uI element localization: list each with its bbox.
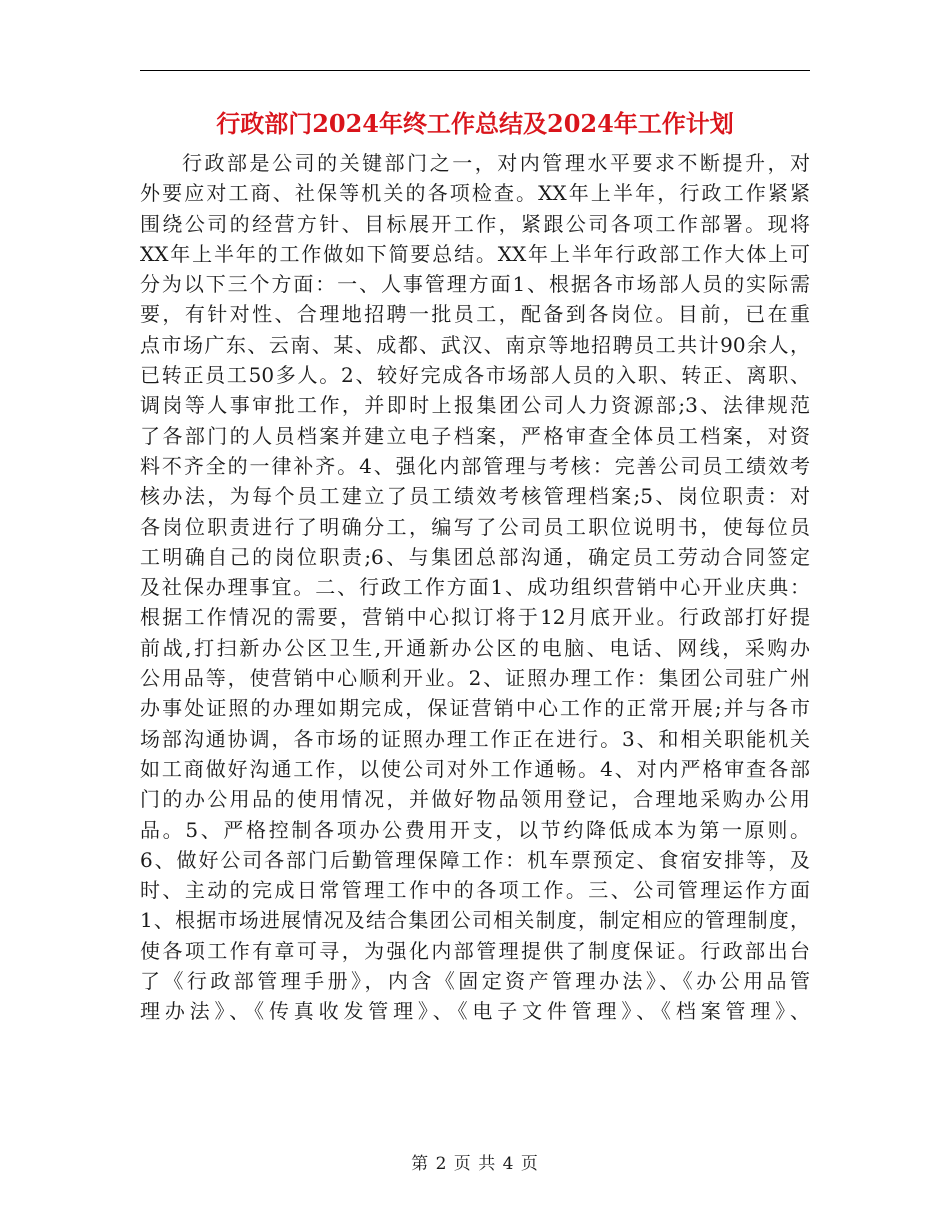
paragraph-line: 料不齐全的一律补齐。4、强化内部管理与考核：完善公司员工绩效考 xyxy=(140,453,810,478)
paragraph-line: 公用品等，使营销中心顺利开业。2、证照办理工作：集团公司驻广州 xyxy=(140,666,810,691)
paragraph-line: 理办法》、《传真收发管理》、《电子文件管理》、《档案管理》、 xyxy=(140,999,810,1024)
document-title: 行政部门2024年终工作总结及2024年工作计划 xyxy=(216,109,734,138)
paragraph-line: 使各项工作有章可寻，为强化内部管理提供了制度保证。行政部出台 xyxy=(140,938,810,963)
paragraph-line: XX年上半年的工作做如下简要总结。XX年上半年行政部工作大体上可 xyxy=(140,241,810,266)
paragraph-line: 点市场广东、云南、某、成都、武汉、南京等地招聘员工共计90余人， xyxy=(140,332,810,357)
paragraph-line: 如工商做好沟通工作，以使公司对外工作通畅。4、对内严格审查各部 xyxy=(140,756,810,781)
paragraph-line: 调岗等人事审批工作，并即时上报集团公司人力资源部;3、法律规范 xyxy=(140,393,810,418)
paragraph-line: 各岗位职责进行了明确分工，编写了公司员工职位说明书，使每位员 xyxy=(140,514,810,539)
paragraph-line: 及社保办理事宜。二、行政工作方面1、成功组织营销中心开业庆典： xyxy=(140,575,810,600)
header-rule xyxy=(140,70,810,71)
paragraph-line: 核办法，为每个员工建立了员工绩效考核管理档案;5、岗位职责：对 xyxy=(140,484,810,509)
paragraph-line: 1、根据市场进展情况及结合集团公司相关制度，制定相应的管理制度， xyxy=(140,908,810,933)
page-number: 第 2 页 共 4 页 xyxy=(411,1154,539,1174)
paragraph-line: 根据工作情况的需要，营销中心拟订将于12月底开业。行政部打好提 xyxy=(140,605,810,630)
paragraph-line: 工明确自己的岗位职责;6、与集团总部沟通，确定员工劳动合同签定 xyxy=(140,544,810,569)
document-body xyxy=(140,148,810,1027)
paragraph-line: 前战,打扫新办公区卫生,开通新办公区的电脑、电话、网线，采购办 xyxy=(140,635,810,660)
paragraph-line: 外要应对工商、社保等机关的各项检查。XX年上半年，行政工作紧紧 xyxy=(140,181,810,206)
paragraph-line: 场部沟通协调，各市场的证照办理工作正在进行。3、和相关职能机关 xyxy=(140,726,810,751)
paragraph-line: 办事处证照的办理如期完成，保证营销中心工作的正常开展;并与各市 xyxy=(140,696,810,721)
paragraph-line: 已转正员工50多人。2、较好完成各市场部人员的入职、转正、离职、 xyxy=(140,363,810,388)
paragraph-line: 分为以下三个方面：一、人事管理方面1、根据各市场部人员的实际需 xyxy=(140,272,810,297)
paragraph-line: 围绕公司的经营方针、目标展开工作，紧跟公司各项工作部署。现将 xyxy=(140,211,810,236)
paragraph-line: 品。5、严格控制各项办公费用开支，以节约降低成本为第一原则。 xyxy=(140,817,810,842)
paragraph-line: 门的办公用品的使用情况，并做好物品领用登记，合理地采购办公用 xyxy=(140,787,810,812)
paragraph-line: 要，有针对性、合理地招聘一批员工，配备到各岗位。目前，已在重 xyxy=(140,302,810,327)
paragraph-line: 6、做好公司各部门后勤管理保障工作：机车票预定、食宿安排等，及 xyxy=(140,847,810,872)
paragraph-line: 行政部是公司的关键部门之一，对内管理水平要求不断提升，对 xyxy=(182,151,810,175)
paragraph-line: 时、主动的完成日常管理工作中的各项工作。三、公司管理运作方面 xyxy=(140,878,810,903)
paragraph-line: 了各部门的人员档案并建立电子档案，严格审查全体员工档案，对资 xyxy=(140,423,810,448)
paragraph-line: 了《行政部管理手册》，内含《固定资产管理办法》、《办公用品管 xyxy=(140,969,810,994)
